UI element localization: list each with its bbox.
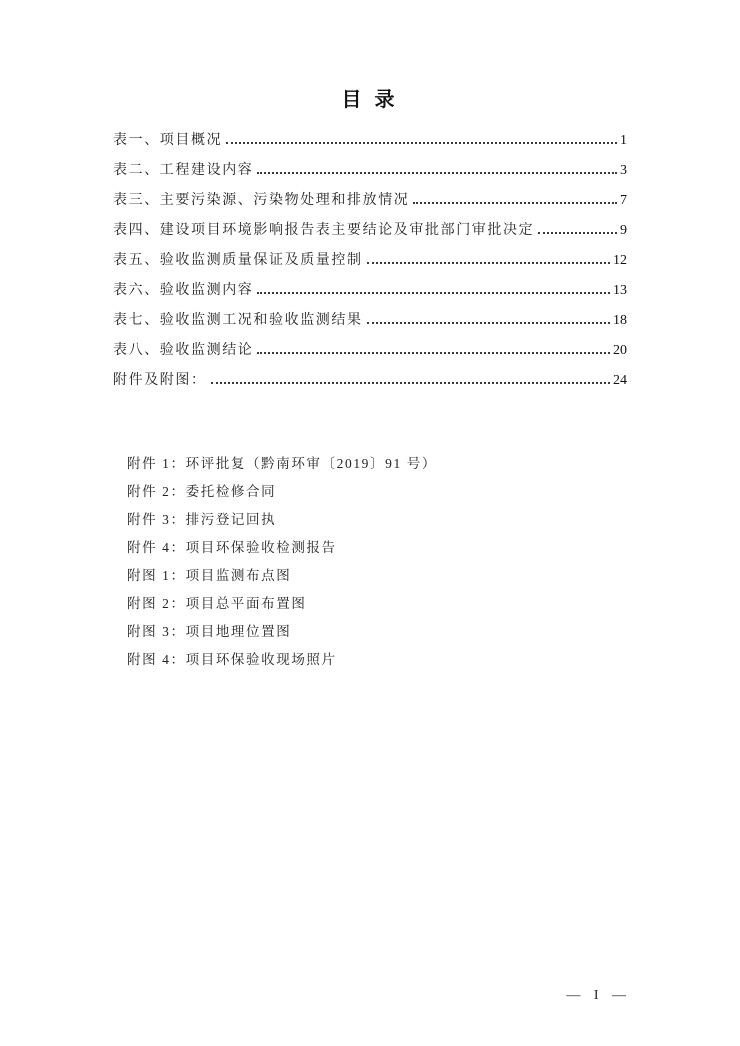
toc-entry bbox=[113, 159, 627, 189]
footer-page-number: — I — bbox=[566, 988, 627, 1003]
attachment-item-label: 附件 3：排污登记回执 bbox=[127, 512, 277, 527]
attachments-list bbox=[127, 448, 607, 672]
toc-entry bbox=[113, 279, 627, 309]
toc-entry bbox=[113, 129, 627, 159]
toc-dot-leader bbox=[211, 382, 610, 384]
toc-dot-leader bbox=[257, 292, 610, 294]
attachment-item bbox=[127, 588, 607, 616]
attachment-item bbox=[127, 448, 607, 476]
attachment-item-label: 附件 1：环评批复（黔南环审〔2019〕91 号） bbox=[127, 456, 437, 471]
toc-entry bbox=[113, 339, 627, 369]
toc-dot-leader bbox=[413, 202, 617, 204]
toc-dot-leader bbox=[538, 232, 617, 234]
toc-dot-leader bbox=[367, 262, 610, 264]
toc-entry-label: 表四、建设项目环境影响报告表主要结论及审批部门审批决定 bbox=[113, 223, 535, 238]
toc-entry-page: 13 bbox=[613, 283, 627, 298]
toc-entry-label: 表三、主要污染源、污染物处理和排放情况 bbox=[113, 193, 410, 208]
toc-dot-leader bbox=[257, 352, 610, 354]
attachment-item-label: 附图 2：项目总平面布置图 bbox=[127, 596, 307, 611]
toc-list bbox=[113, 129, 627, 399]
toc-entry bbox=[113, 189, 627, 219]
toc-entry-page: 24 bbox=[613, 373, 627, 388]
toc-entry bbox=[113, 249, 627, 279]
attachment-item-label: 附图 1：项目监测布点图 bbox=[127, 568, 292, 583]
toc-entry-label: 表二、工程建设内容 bbox=[113, 163, 254, 178]
toc-entry bbox=[113, 369, 627, 399]
toc-entry-page: 12 bbox=[613, 253, 627, 268]
attachment-item bbox=[127, 560, 607, 588]
toc-entry-page: 7 bbox=[620, 193, 627, 208]
toc-dot-leader bbox=[226, 142, 617, 144]
toc-entry-label: 表五、验收监测质量保证及质量控制 bbox=[113, 253, 363, 268]
page-title: 目 录 bbox=[341, 89, 399, 111]
attachment-item bbox=[127, 532, 607, 560]
toc-entry-label: 表七、验收监测工况和验收监测结果 bbox=[113, 313, 363, 328]
toc-entry-page: 3 bbox=[620, 163, 627, 178]
toc-entry-page: 18 bbox=[613, 313, 627, 328]
toc-entry-page: 9 bbox=[620, 223, 627, 238]
attachment-item-label: 附件 4：项目环保验收检测报告 bbox=[127, 540, 337, 555]
toc-entry-page: 1 bbox=[620, 133, 627, 148]
toc-entry-label: 附件及附图： bbox=[113, 373, 207, 388]
page-footer bbox=[566, 988, 627, 1004]
attachment-item bbox=[127, 504, 607, 532]
toc-entry-label: 表一、项目概况 bbox=[113, 133, 223, 148]
attachment-item-label: 附图 4：项目环保验收现场照片 bbox=[127, 652, 337, 667]
toc-entry-page: 20 bbox=[613, 343, 627, 358]
toc-entry bbox=[113, 309, 627, 339]
toc-dot-leader bbox=[367, 322, 610, 324]
attachment-item-label: 附图 3：项目地理位置图 bbox=[127, 624, 292, 639]
attachment-item bbox=[127, 476, 607, 504]
toc-entry-label: 表八、验收监测结论 bbox=[113, 343, 254, 358]
attachment-item bbox=[127, 644, 607, 672]
attachment-item bbox=[127, 616, 607, 644]
toc-dot-leader bbox=[257, 172, 617, 174]
attachment-item-label: 附件 2：委托检修合同 bbox=[127, 484, 277, 499]
toc-entry-label: 表六、验收监测内容 bbox=[113, 283, 254, 298]
toc-entry bbox=[113, 219, 627, 249]
toc-section bbox=[113, 88, 627, 399]
